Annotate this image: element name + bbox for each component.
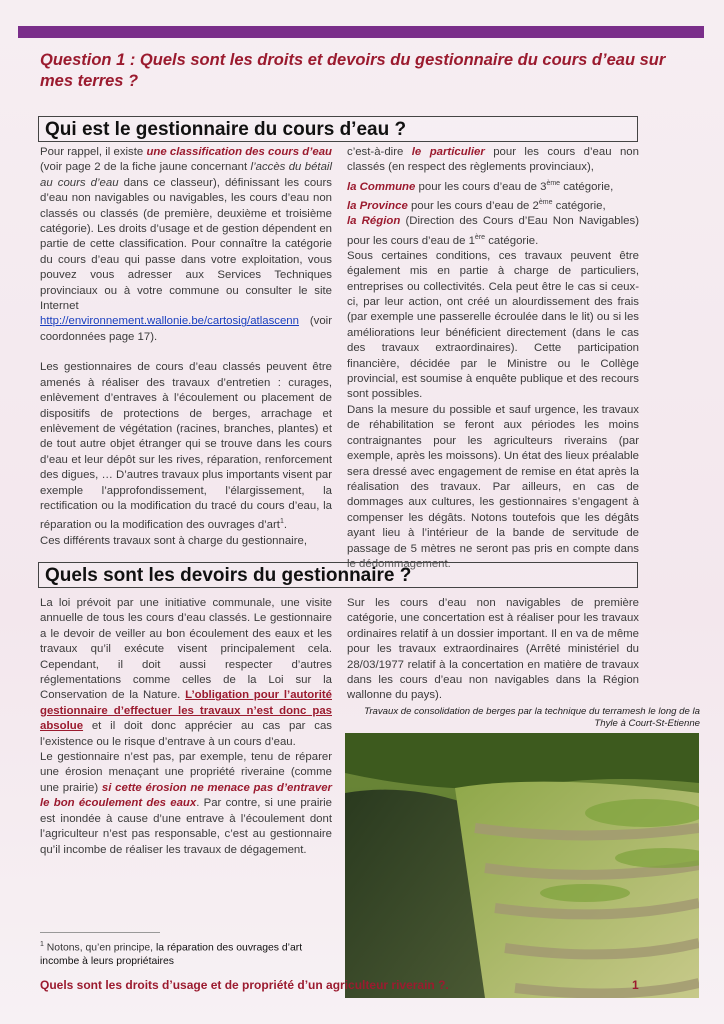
paragraph: La loi prévoit par une initiative communale, une visite annuelle de tous les cours d’eau classés. Le gestionnaire a le devoir de veiller au bon écoulement des eaux et les travaux qu’il exécute visent principalement cela. Cependant, il doit aussi respecter d’autres réglementations comme celles de la Loi sur la Conservation de la Nature. L’obligation pour l’autorité gestionnaire d’effectuer les travaux n’est donc pas absolue et il doit donc apprécier au cas par cas l’existence ou le risque d’entrave à un cours d’eau. — [40, 597, 332, 748]
paragraph: c’est-à-dire le particulier pour les cours d’eau non classés (en respect des règlements provinciaux), — [347, 146, 639, 174]
paragraph: Ces différents travaux sont à charge du gestionnaire, — [40, 534, 307, 547]
paragraph: Pour rappel, il existe une classification des cours d’eau (voir page 2 de la fiche jaune concernant l’accès du bétail au cours d’eau dans ce classeur), définissant les cours d’eau non navigables ou navigables, les cours d’eau non classés ou classés (de première, deuxième et troisième catégorie). Les droits d’usage et de gestion dépendent en partie de cette classification. Pour connaître la catégorie du cours d’eau qui passe dans votre exploitation, vous pouvez vous adresser aux Services Techniques provinciaux ou à votre commune ou consulter le site Internet http://environnement.wallonie.be/cartosig/atlascenn (voir coordonnées page 17). — [40, 146, 332, 343]
section-heading-gestionnaire: Qui est le gestionnaire du cours d’eau ? — [38, 116, 638, 142]
paragraph: la Province pour les cours d’eau de 2ème catégorie, — [347, 199, 606, 212]
question-title: Question 1 : Quels sont les droits et devoirs du gestionnaire du cours d’eau sur mes terres ? — [40, 51, 666, 90]
paragraph: la Commune pour les cours d’eau de 3ème catégorie, — [347, 179, 614, 193]
paragraph: Dans la mesure du possible et sauf urgence, les travaux de réhabilitation se feront aux périodes les moins contraignantes pour les agriculteurs riverains (par exemple, après les moissons). Un état des lieux préalable sera dressé avec engagement de remise en état après la réalisation des travaux. Par ailleurs, en cas de dommages aux cultures, les gestionnaires s’engagent à compenser les dégâts. Notons toutefois que les dégâts ayant lieu à l’intérieur de la bande de servitude de passage de 5 mètres ne seront pas pris en compte dans le dédommagement. — [347, 403, 639, 570]
paragraph: Le gestionnaire n’est pas, par exemple, tenu de réparer une érosion menaçant une propriété riveraine (comme une prairie) si cette érosion ne menace pas d’entraver le bon écoulement des eaux. Par contre, si une prairie est inondée à cause d’une entrave à l’écoulement dont l’agriculteur n’est pas responsable, c’est au gestionnaire qu’il incombe de réaliser les travaux de dégagement. — [40, 751, 333, 856]
paragraph: la Région (Direction des Cours d’Eau Non Navigables) pour les cours d’eau de 1ère catégorie. — [347, 215, 639, 247]
footnote-ref: 1 — [279, 518, 284, 526]
top-color-bar — [18, 26, 704, 38]
riverbank-illustration — [345, 733, 699, 998]
section-heading-devoirs: Quels sont les devoirs du gestionnaire ? — [38, 562, 638, 588]
section2-left-column — [40, 596, 332, 858]
atlas-link[interactable]: http://environnement.wallonie.be/cartosig/atlascenn — [40, 315, 299, 328]
footer-title: Quels sont les droits d’usage et de propriété d’un agriculteur riverain ?. — [40, 978, 449, 992]
section2-right-column — [347, 596, 639, 704]
paragraph: Les gestionnaires de cours d’eau classés peuvent être amenés à réaliser des travaux d’entretien : curages, enlèvement d’entraves à l’écoulement ou placement de dispositifs de protections de berges, arrachage et enlèvement de végétation (racines, branches, plantes) et de tout autre objet étranger qui se trouve dans les cours d’eau et leur dépôt sur les rives, réparation, renforcement des digues, … D’autres travaux plus importants visent par exemple l’approfondissement, l’élargissement, la rectification ou la modification du tracé du cours d’eau, la réparation ou la modification des ouvrages d’art$^1$. — [40, 361, 332, 532]
riverbank-photo — [345, 733, 699, 998]
section1-left-column — [40, 145, 332, 549]
paragraph: Sous certaines conditions, ces travaux peuvent être également mis en partie à charge de particuliers, entreprises ou collectivités. Cela peut être le cas si ceux-ci, par leur action, ont créé un alourdissement des frais (par exemple une passerelle écroulée dans le lit) ou si les améliorations leur bénéficient directement (dans le cas des travaux extraordinaires). Cette participation financière, décidée par le Ministre ou le Collège provincial, est soumise à enquête publique et des recours sont possibles. — [347, 249, 639, 401]
photo-caption: Travaux de consolidation de berges par la technique du terramesh le long de la Thyle à Court-St-Etienne — [364, 706, 700, 729]
section1-right-column — [347, 145, 639, 572]
footnote: $^1$ Notons, qu’en principe, la réparation des ouvrages d’art incombe à leurs propriétaires — [40, 941, 303, 968]
underlined-emphasis: L’obligation pour l’autorité gestionnaire d’effectuer les travaux n’est donc pas absolue — [40, 689, 332, 733]
emphasis: une classification des cours d’eau — [146, 146, 332, 158]
page-number: 1 — [632, 978, 639, 992]
footnote-separator — [40, 932, 160, 933]
paragraph: Sur les cours d’eau non navigables de première catégorie, une concertation est à réaliser pour les travaux ordinaires relatif à un dossier important. Il en va de même pour les travaux extraordinaires (Arrêté ministériel du 28/03/1977 relatif à la concertation en matière de travaux dans les cours d’eau non navigables dans la Région wallonne du pays). — [347, 597, 639, 702]
